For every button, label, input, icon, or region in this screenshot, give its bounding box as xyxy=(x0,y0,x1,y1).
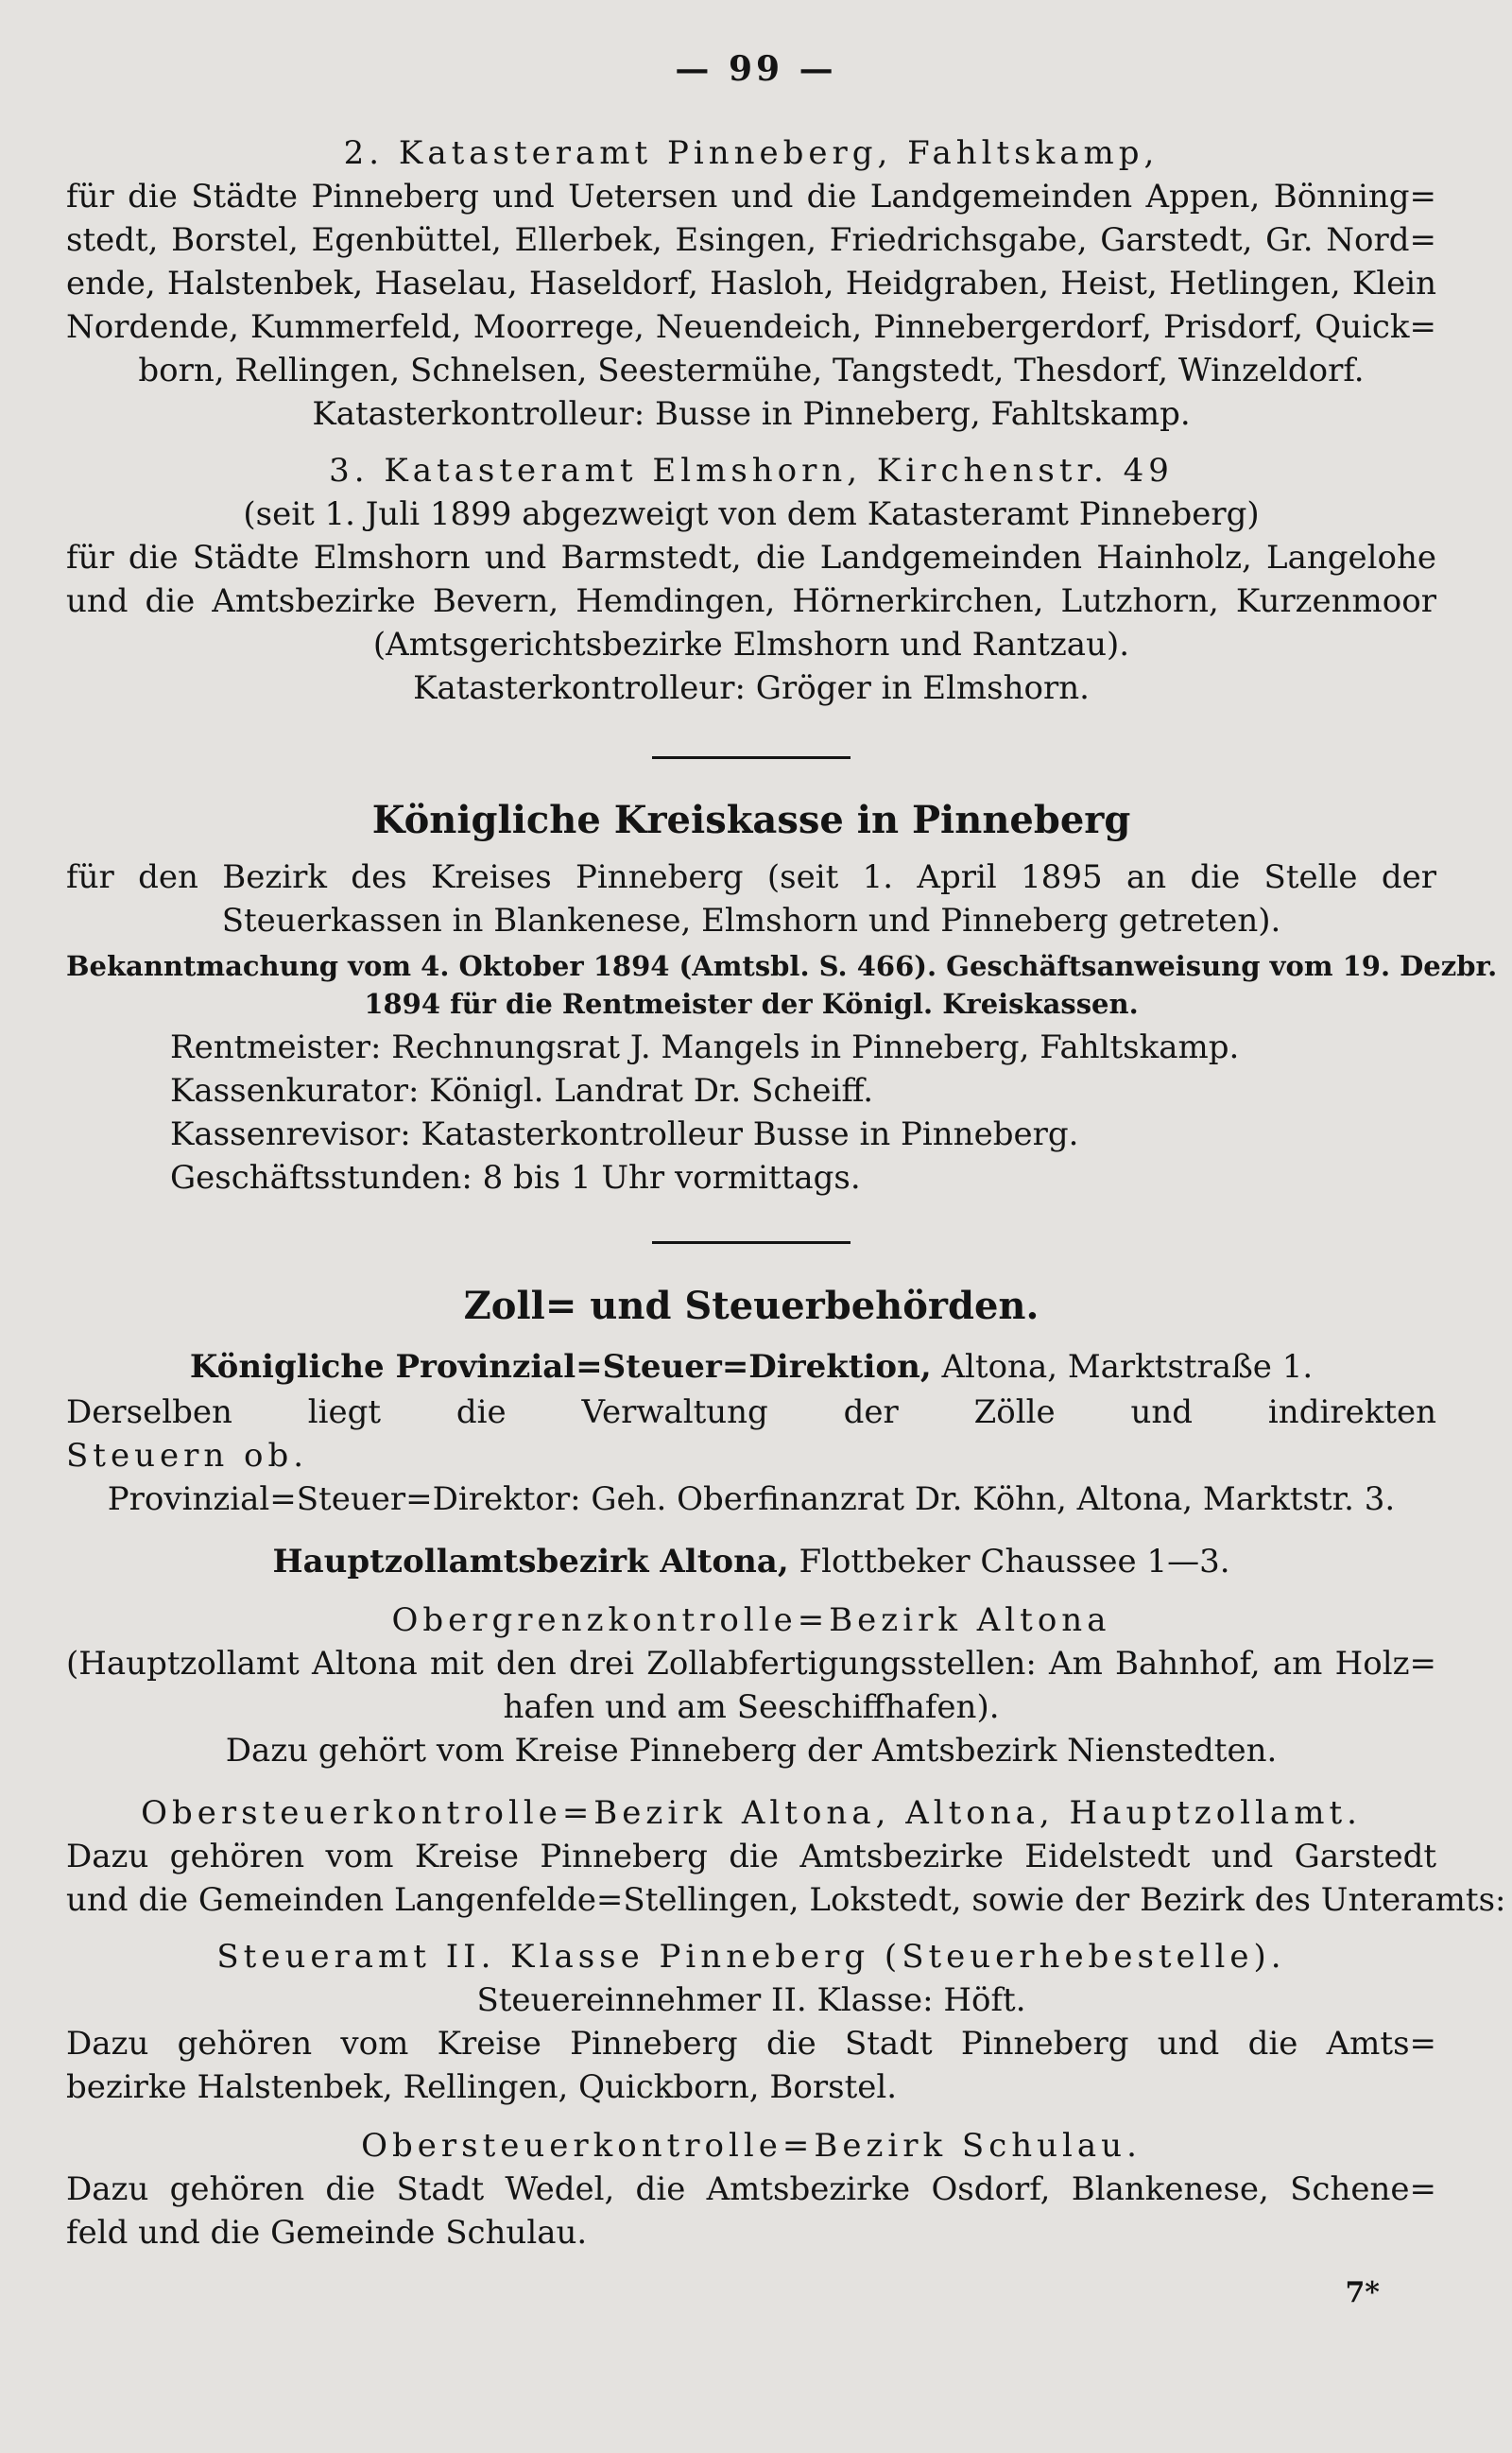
staff-line: Kassenrevisor: Katasterkontrolleur Busse in Pinneberg. xyxy=(170,1115,1079,1153)
text-line: Dazu gehören vom Kreise Pinneberg die Stadt Pinneberg und die Amts= xyxy=(66,2025,1436,2063)
direktion-name: Königliche Provinzial=Steuer=Direktion, xyxy=(189,1348,932,1386)
text-line: Dazu gehört vom Kreise Pinneberg der Amtsbezirk Nienstedten. xyxy=(225,1732,1278,1770)
text-line: Steuerkassen in Blankenese, Elmshorn und Pinneberg getreten). xyxy=(221,902,1281,940)
text-line: und die Amtsbezirke Bevern, Hemdingen, Hörnerkirchen, Lutzhorn, Kurzenmoor xyxy=(66,582,1436,620)
text-line: feld und die Gemeinde Schulau. xyxy=(66,2214,588,2252)
steueramt-title: Steueramt II. Klasse Pinneberg (Steuerhebestelle). xyxy=(216,1938,1286,1976)
grenz-title: Obergrenzkontrolle=Bezirk Altona xyxy=(391,1601,1111,1639)
director-line: Provinzial=Steuer=Direktor: Geh. Oberfinanzrat Dr. Köhn, Altona, Marktstr. 3. xyxy=(107,1480,1396,1518)
staff-line: Kassenkurator: Königl. Landrat Dr. Scheiff. xyxy=(170,1072,874,1110)
text-line: (Amtsgerichtsbezirke Elmshorn und Rantzau). xyxy=(372,626,1130,664)
section-divider xyxy=(652,756,850,759)
hauptzollamt-address: Flottbeker Chaussee 1—3. xyxy=(799,1543,1230,1581)
text-line: für die Städte Elmshorn und Barmstedt, die Landgemeinden Hainholz, Langelohe xyxy=(66,539,1436,577)
signature-mark: 7* xyxy=(1345,2276,1380,2309)
text-line: Nordende, Kummerfeld, Moorrege, Neuendeich, Pinnebergerdorf, Prisdorf, Quick= xyxy=(66,308,1436,346)
text-line: (seit 1. Juli 1899 abgezweigt von dem Katasteramt Pinneberg) xyxy=(243,495,1260,533)
obersteuer-schulau-title: Obersteuerkontrolle=Bezirk Schulau. xyxy=(361,2127,1142,2165)
controller-line: Katasterkontrolleur: Busse in Pinneberg, Fahltskamp. xyxy=(312,395,1191,433)
text-line: stedt, Borstel, Egenbüttel, Ellerbek, Esingen, Friedrichsgabe, Garstedt, Gr. Nord= xyxy=(66,221,1436,259)
staff-line: Geschäftsstunden: 8 bis 1 Uhr vormittags. xyxy=(170,1159,861,1197)
text-line: ende, Halstenbek, Haselau, Haseldorf, Hasloh, Heidgraben, Heist, Hetlingen, Klein xyxy=(66,265,1436,302)
text-line: für den Bezirk des Kreises Pinneberg (seit 1. April 1895 an die Stelle der xyxy=(66,858,1436,896)
katasteramt-elmshorn-title: 3. Katasteramt Elmshorn, Kirchenstr. 49 xyxy=(329,452,1174,490)
katasteramt-pinneberg-title: 2. Katasteramt Pinneberg, Fahltskamp, xyxy=(343,134,1160,172)
kreiskasse-heading: Königliche Kreiskasse in Pinneberg xyxy=(371,798,1131,842)
text-line: Dazu gehören die Stadt Wedel, die Amtsbezirke Osdorf, Blankenese, Schene= xyxy=(66,2170,1436,2208)
section-divider xyxy=(652,1241,850,1244)
zoll-heading: Zoll= und Steuerbehörden. xyxy=(463,1284,1040,1328)
direktion-address: Altona, Marktstraße 1. xyxy=(941,1348,1314,1386)
hauptzollamt-line xyxy=(66,1541,1436,1582)
obersteuer-altona-title: Obersteuerkontrolle=Bezirk Altona, Altona, Hauptzollamt. xyxy=(141,1794,1362,1832)
hauptzollamt-name: Hauptzollamtsbezirk Altona, xyxy=(272,1543,789,1581)
text-line: bezirke Halstenbek, Rellingen, Quickborn, Borstel. xyxy=(66,2068,898,2106)
text-line: für die Städte Pinneberg und Uetersen und die Landgemeinden Appen, Bönning= xyxy=(66,178,1436,216)
text-line: Dazu gehören vom Kreise Pinneberg die Amtsbezirke Eidelstedt und Garstedt xyxy=(66,1838,1436,1875)
staff-line: Rentmeister: Rechnungsrat J. Mangels in Pinneberg, Fahltskamp. xyxy=(170,1028,1240,1066)
receiver-line: Steuereinnehmer II. Klasse: Höft. xyxy=(476,1981,1026,2019)
notice-line: Bekanntmachung vom 4. Oktober 1894 (Amtsbl. S. 466). Geschäftsanweisung vom 19. Dezbr. xyxy=(66,950,1498,982)
page-number: — 99 — xyxy=(675,49,837,89)
controller-line: Katasterkontrolleur: Gröger in Elmshorn. xyxy=(413,669,1090,707)
notice-line: 1894 für die Rentmeister der Königl. Kreiskassen. xyxy=(364,988,1139,1020)
text-line: hafen und am Seeschiffhafen). xyxy=(503,1688,1000,1726)
text-line: Derselben liegt die Verwaltung der Zölle und indirekten xyxy=(66,1393,1436,1431)
direktion-line xyxy=(66,1346,1436,1388)
text-line: (Hauptzollamt Altona mit den drei Zollabfertigungsstellen: Am Bahnhof, am Holz= xyxy=(66,1645,1436,1683)
text-line: Steuern ob. xyxy=(66,1437,309,1475)
text-line: born, Rellingen, Schnelsen, Seestermühe, Tangstedt, Thesdorf, Winzeldorf. xyxy=(138,352,1365,389)
text-line: und die Gemeinden Langenfelde=Stellingen, Lokstedt, sowie der Bezirk des Unteramts: xyxy=(66,1881,1506,1919)
